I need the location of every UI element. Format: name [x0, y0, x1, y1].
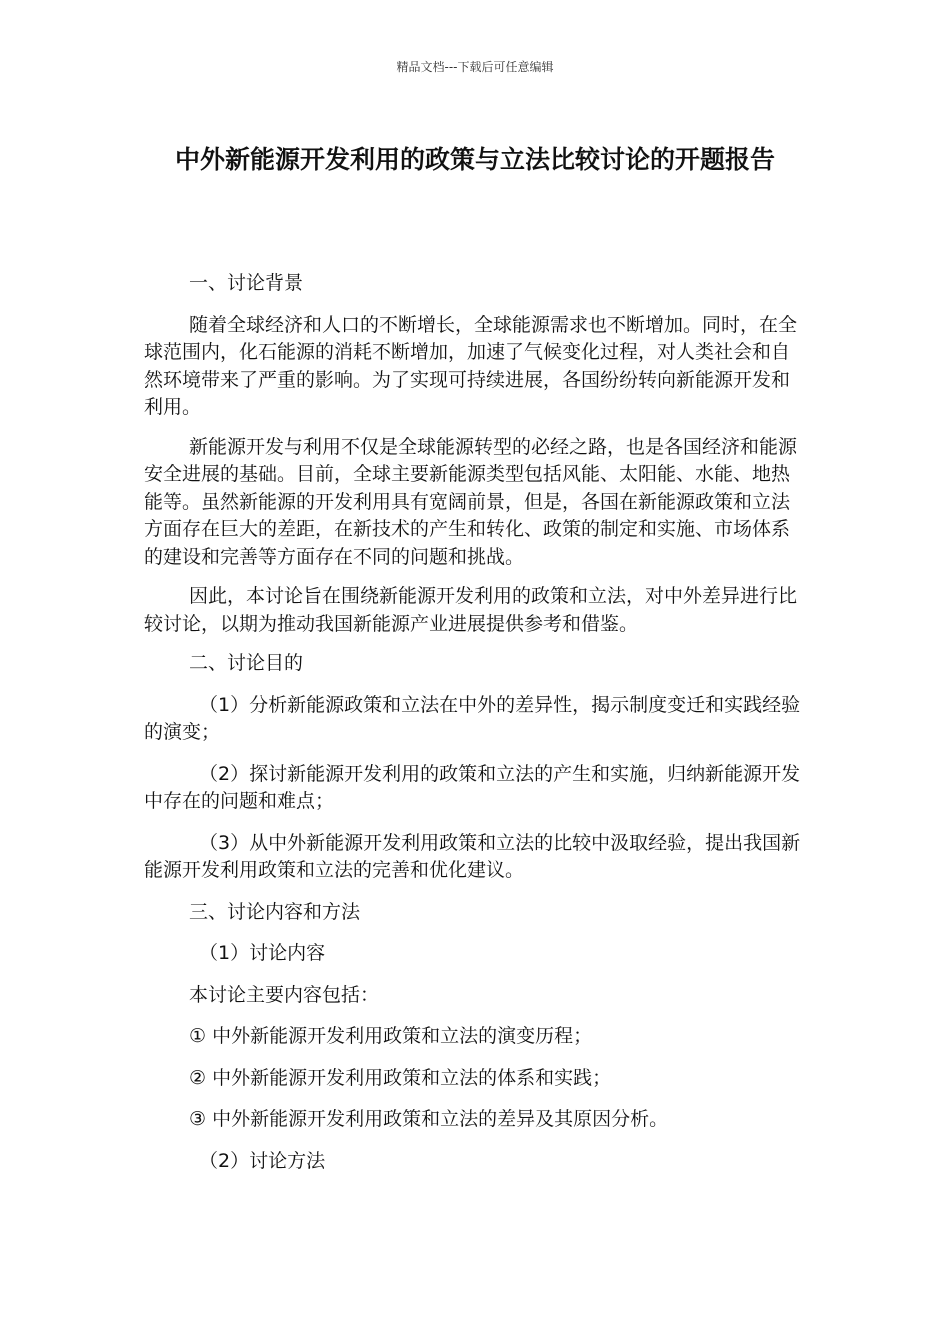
section-heading-background: 一、讨论背景: [189, 272, 304, 294]
list-item: （1）分析新能源政策和立法在中外的差异性，揭示制度变迁和实践经验的演变；: [144, 693, 801, 743]
list-item: ② 中外新能源开发利用政策和立法的体系和实践；: [189, 1066, 612, 1089]
paragraph: 因此，本讨论旨在围绕新能源开发利用的政策和立法，对中外差异进行比较讨论，以期为推动我国新能源产业进展提供参考和借鉴。: [144, 585, 798, 635]
list-item: （2）探讨新能源开发利用的政策和立法的产生和实施，归纳新能源开发中存在的问题和难点；: [144, 762, 801, 812]
subsection-heading: （2）讨论方法: [199, 1149, 326, 1172]
document-body: [144, 270, 806, 1175]
paragraph: 随着全球经济和人口的不断增长，全球能源需求也不断增加。同时，在全球范围内，化石能源的消耗不断增加，加速了气候变化过程，对人类社会和自然环境带来了严重的影响。为了实现可持续进展，各国纷纷转向新能源开发和利用。: [144, 313, 798, 418]
page-header-note: 精品文档---下载后可任意编辑: [396, 60, 554, 74]
section-heading-content: 三、讨论内容和方法: [189, 900, 361, 923]
list-item: ① 中外新能源开发利用政策和立法的演变历程；: [189, 1025, 593, 1047]
list-item: ③ 中外新能源开发利用政策和立法的差异及其原因分析。: [189, 1108, 669, 1130]
list-item: （3）从中外新能源开发利用政策和立法的比较中汲取经验，提出我国新能源开发利用政策和立法的完善和优化建议。: [144, 831, 801, 881]
section-heading-purpose: 二、讨论目的: [189, 652, 304, 674]
paragraph: 新能源开发与利用不仅是全球能源转型的必经之路，也是各国经济和能源安全进展的基础。目前，全球主要新能源类型包括风能、太阳能、水能、地热能等。虽然新能源的开发利用具有宽阔前景，但是，各国在新能源政策和立法方面存在巨大的差距，在新技术的产生和转化、政策的制定和实施、市场体系的建设和完善等方面存在不同的问题和挑战。: [144, 435, 798, 568]
paragraph: 本讨论主要内容包括：: [189, 983, 380, 1006]
document-title: 中外新能源开发利用的政策与立法比较讨论的开题报告: [174, 145, 775, 174]
subsection-heading: （1）讨论内容: [199, 942, 326, 964]
